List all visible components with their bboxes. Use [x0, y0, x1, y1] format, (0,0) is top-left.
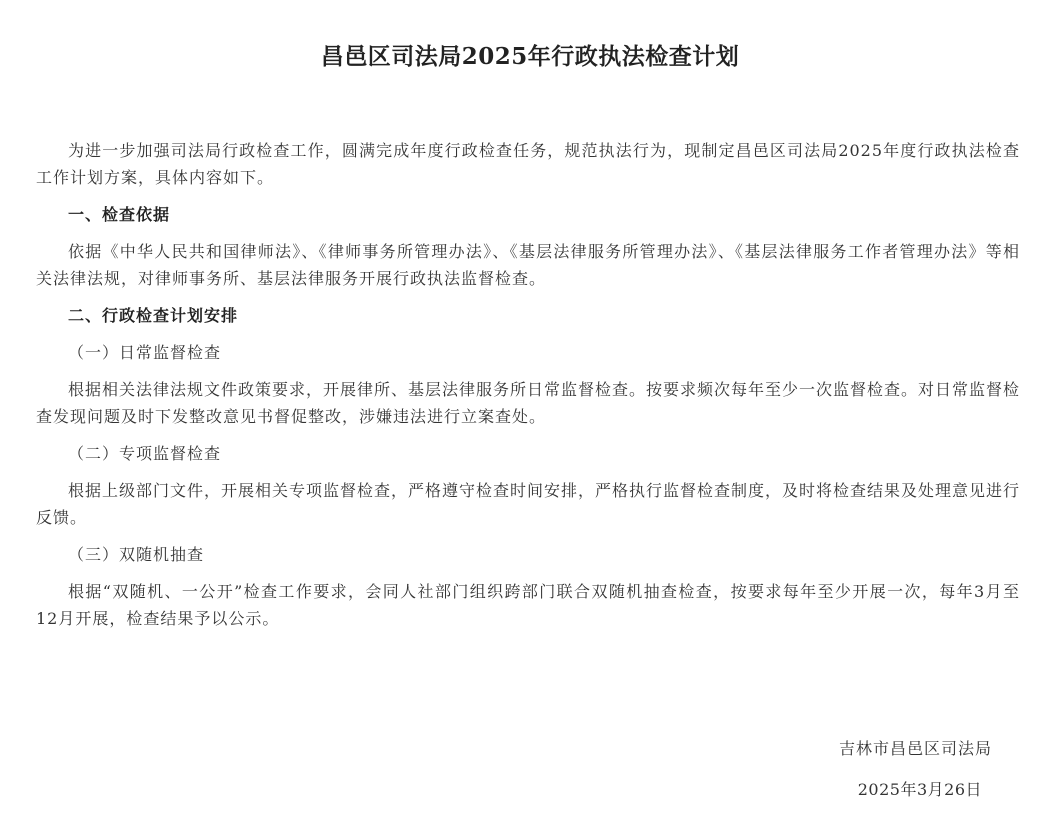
subsection-body-special: 根据上级部门文件，开展相关专项监督检查，严格遵守检查时间安排，严格执行监督检查制度，及时将检查结果及处理意见进行反馈。: [36, 481, 1021, 527]
issue-date: 2025年3月26日: [857, 780, 982, 799]
subsection-heading-routine: （一）日常监督检查: [68, 343, 222, 362]
subsection-heading-random: （三）双随机抽查: [68, 545, 205, 564]
document-title: 昌邑区司法局2025年行政执法检查计划: [320, 43, 740, 70]
subsection-heading-special: （二）专项监督检查: [68, 444, 222, 463]
section-heading-plan: 二、行政检查计划安排: [68, 306, 239, 325]
issuer-signature: 吉林市昌邑区司法局: [838, 739, 992, 758]
section-heading-basis: 一、检查依据: [68, 205, 171, 224]
document-body: [36, 137, 1020, 632]
intro-paragraph: 为进一步加强司法局行政检查工作，圆满完成年度行政检查任务，规范执法行为，现制定昌邑区司法局2025年度行政执法检查工作计划方案，具体内容如下。: [36, 141, 1020, 187]
subsection-body-routine: 根据相关法律法规文件政策要求，开展律所、基层法律服务所日常监督检查。按要求频次每年至少一次监督检查。对日常监督检查发现问题及时下发整改意见书督促整改，涉嫌违法进行立案查处。: [36, 380, 1021, 426]
section-body-basis: 依据《中华人民共和国律师法》、《律师事务所管理办法》、《基层法律服务所管理办法》、《基层法律服务工作者管理办法》等相关法律法规，对律师事务所、基层法律服务开展行政执法监督检查。: [36, 242, 1020, 288]
subsection-body-random: 根据“双随机、一公开”检查工作要求，会同人社部门组织跨部门联合双随机抽查检查，按要求每年至少开展一次，每年3月至12月开展，检查结果予以公示。: [36, 582, 1020, 628]
